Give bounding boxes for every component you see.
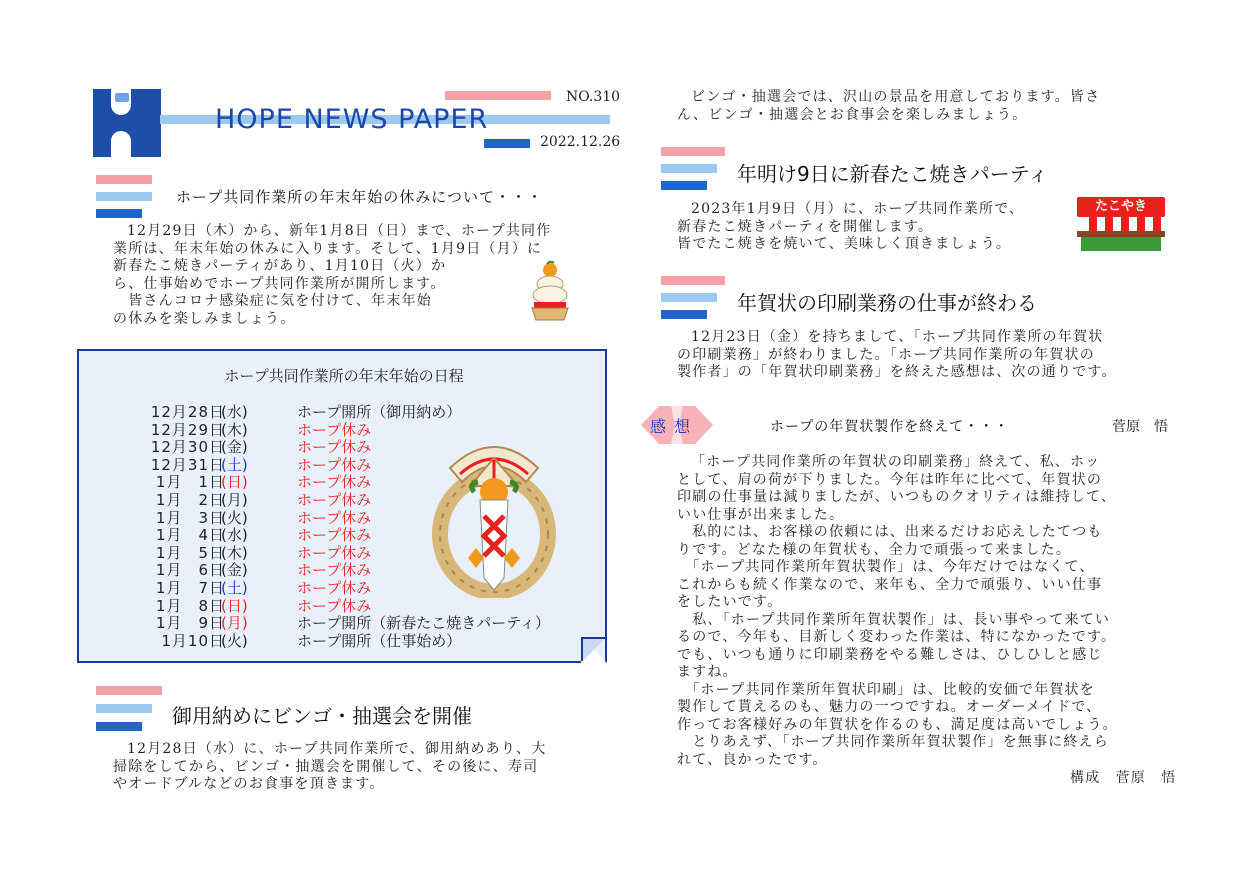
page-curl bbox=[581, 637, 605, 661]
schedule-date: 1月 5日 bbox=[155, 543, 225, 562]
speech-bubble-icon bbox=[115, 93, 129, 102]
takoyaki-stall-icon bbox=[1077, 197, 1165, 253]
schedule-date: 1月 4日 bbox=[155, 526, 225, 545]
section2-continued: ビンゴ・抽選会では、沢山の景品を用意しております。皆さ ん、ビンゴ・抽選会とお食事会を楽しみましょう。 bbox=[677, 89, 1101, 123]
schedule-weekday: (金) bbox=[221, 561, 248, 580]
schedule-weekday: (木) bbox=[221, 420, 248, 439]
schedule-status: ホープ休み bbox=[297, 491, 372, 509]
schedule-status: ホープ休み bbox=[297, 561, 372, 580]
schedule-status: ホープ休み bbox=[297, 420, 372, 439]
schedule-weekday: (土) bbox=[221, 455, 248, 474]
deco-bar-pink bbox=[445, 91, 551, 100]
schedule-weekday: (日) bbox=[221, 596, 248, 615]
schedule-weekday: (水) bbox=[221, 403, 248, 421]
schedule-status: ホープ休み bbox=[297, 526, 372, 545]
section1-body: 12月29日（木）から、新年1月8日（日）まで、ホープ共同作 業所は、年末年始の休みに入ります。そして、1月9日（月）に 新春たこ焼きパーティがあり、1月10日（火）か ら、仕事始めでホープ共同作業所が開所します。 皆さんコロナ感染症に気を付けて、年末年始 の休みを楽しみましょう。 bbox=[113, 223, 552, 327]
schedule-weekday: (火) bbox=[221, 631, 248, 650]
schedule-weekday: (木) bbox=[221, 543, 248, 562]
section2-heading: 御用納めにビンゴ・抽選会を開催 bbox=[172, 704, 472, 728]
schedule-status: ホープ休み bbox=[297, 543, 372, 562]
schedule-status: ホープ開所（新春たこ焼きパーティ） bbox=[297, 614, 551, 633]
masthead-title: HOPE NEWS PAPER bbox=[215, 104, 489, 135]
section2-body: 12月28日（水）に、ホープ共同作業所で、御用納めあり、大 掃除をしてから、ビンゴ・抽選会を開催して、その後に、寿司 やオードブルなどのお食事を頂きます。 bbox=[113, 741, 547, 792]
schedule-weekday: (土) bbox=[221, 579, 248, 597]
schedule-date: 1月 6日 bbox=[155, 561, 225, 580]
schedule-date: 1月 7日 bbox=[155, 579, 225, 597]
schedule-status: ホープ開所（仕事始め） bbox=[297, 631, 462, 650]
schedule-weekday: (火) bbox=[221, 508, 248, 527]
section4-heading: 年賀状の印刷業務の仕事が終わる bbox=[737, 291, 1037, 315]
schedule-date: 1月 2日 bbox=[155, 491, 225, 509]
schedule-date: 1月 3日 bbox=[155, 508, 225, 527]
kagami-mochi-icon bbox=[528, 260, 572, 322]
kanso-author: 菅原 悟 bbox=[1112, 419, 1168, 435]
schedule-title: ホープ共同作業所の年末年始の日程 bbox=[224, 367, 464, 385]
schedule-weekday: (月) bbox=[221, 614, 248, 633]
issue-number: NO.310 bbox=[566, 89, 621, 105]
schedule-weekday: (金) bbox=[221, 438, 248, 457]
schedule-status: ホープ休み bbox=[297, 438, 372, 457]
schedule-date: 12月29日 bbox=[150, 420, 225, 439]
schedule-date: 1月 8日 bbox=[155, 596, 225, 615]
section3-body: 2023年1月9日（月）に、ホープ共同作業所で、 新春たこ焼きパーティを開催します。 皆でたこ焼きを焼いて、美味しく頂きましょう。 bbox=[677, 201, 1025, 252]
deco-bar-darkblue bbox=[484, 139, 530, 148]
schedule-date: 12月31日 bbox=[150, 455, 225, 474]
issue-date: 2022.12.26 bbox=[540, 134, 621, 150]
section4-body: 12月23日（金）を持ちまして、「ホープ共同作業所の年賀状 の印刷業務」が終わりました。「ホープ共同作業所の年賀状の 製作者」の「年賀状印刷業務」を終えた感想は、次の通りです。 bbox=[677, 329, 1117, 380]
hope-logo bbox=[93, 89, 161, 157]
kanso-title: ホープの年賀状製作を終えて・・・ bbox=[770, 419, 1010, 435]
schedule-status: ホープ休み bbox=[297, 473, 372, 492]
stall-sign: たこやき bbox=[1077, 197, 1165, 217]
kanso-body: 「ホープ共同作業所の年賀状の印刷業務」終えて、私、ホッ として、肩の荷が下りました。今年は昨年に比べて、年賀状の 印刷の仕事量は減りましたが、いつものクオリティは維持して、 いい仕事が出来ました。 私的には、お客様の依頼には、出来るだけお応えしたてつも りです。どなた様の年賀状も、全力で頑張って来ました。 「ホープ共同作業所年賀状製作」は、今年だけではなくて、 これからも続く作業なので、来年も、全力で頑張り、いい仕事 をしたいです。 私、「ホープ共同作業所年賀状製作」は、長い事やって来てい るので、今年も、目新しく変わった作業は、特になかったです。 でも、いつも通りに印刷業務をやる難しさは、ひしひしと感じ ますね。 「ホープ共同作業所年賀状印刷」は、比較的安価で年賀状を 製作して貰えるのも、魅力の一つですね。オーダーメイドで、 作ってお客様好みの年賀状を作るのも、満足度は高いでしょう。 とりあえず、「ホープ共同作業所年賀状製作」を無事に終えら れて、良かったです。 bbox=[677, 454, 1118, 768]
schedule-date: 12月28日 bbox=[150, 403, 225, 421]
schedule-status: ホープ休み bbox=[297, 455, 372, 474]
schedule-status: ホープ休み bbox=[297, 579, 372, 597]
kanso-badge-label: 感想 bbox=[650, 417, 699, 436]
schedule-status: ホープ休み bbox=[297, 508, 372, 527]
schedule-date: 1月 1日 bbox=[155, 473, 225, 492]
schedule-date: 12月30日 bbox=[150, 438, 225, 457]
section3-heading: 年明け9日に新春たこ焼きパーティ bbox=[737, 162, 1049, 186]
section1-heading: ホープ共同作業所の年末年始の休みについて・・・ bbox=[176, 188, 543, 206]
schedule-status: ホープ休み bbox=[297, 596, 372, 615]
schedule-weekday: (水) bbox=[221, 526, 248, 545]
schedule-weekday: (月) bbox=[221, 491, 248, 509]
kanso-credit: 構成 菅原 悟 bbox=[1070, 770, 1177, 786]
schedule-date: 1月 9日 bbox=[155, 614, 225, 633]
schedule-weekday: (日) bbox=[221, 473, 248, 492]
schedule-status: ホープ開所（御用納め） bbox=[297, 403, 462, 421]
shimekazari-icon bbox=[430, 430, 558, 598]
schedule-date: 1月10日 bbox=[161, 631, 225, 650]
